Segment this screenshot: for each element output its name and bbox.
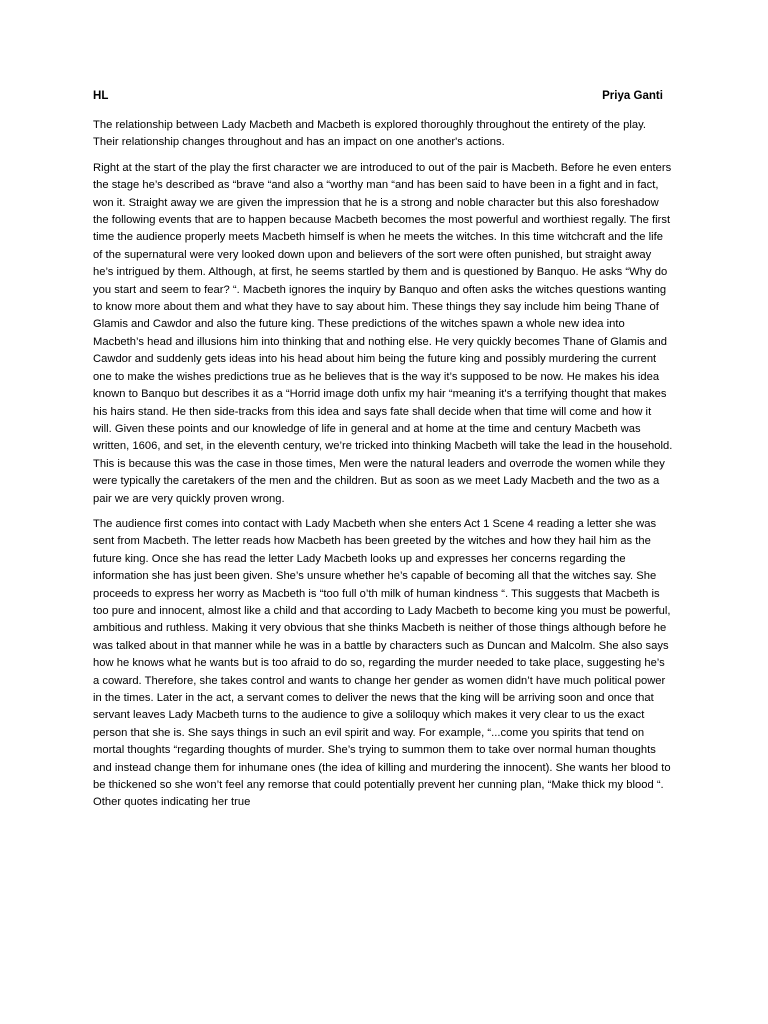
header-class-label: HL	[93, 90, 109, 102]
paragraph-lady-macbeth: The audience first comes into contact with Lady Macbeth when she enters Act 1 Scene 4 reading a letter she was sent from Macbeth. The letter reads how Macbeth has been greeted by the witches and how they hail him as the future king. Once she has read the letter Lady Macbeth looks up and expresses her concerns regarding the information she has just been given. She’s unsure whether he’s capable of becoming all that the witches say. She proceeds to express her worry as Macbeth is “too full o’th milk of human kindness “. This suggests that Macbeth is too pure and innocent, almost like a child and that according to Lady Macbeth to become king you must be powerful, ambitious and ruthless. Making it very obvious that she thinks Macbeth is neither of those things although before he was talked about in that manner while he was in a battle by characters such as Duncan and Malcolm. She also says how he knows what he wants but is too afraid to do so, regarding the murder needed to take place, suggesting he’s a coward. Therefore, she takes control and wants to change her gender as women didn’t have much political power in the times. Later in the act, a servant comes to deliver the news that the king will be arriving soon and once that servant leaves Lady Macbeth turns to the audience to give a soliloquy which makes it very clear to us the exact person that she is. She says things in such an evil spirit and way. For example, “...come you spirits that tend on mortal thoughts “regarding thoughts of murder. She’s trying to summon them to take over normal human thoughts and instead change them for inhumane ones (the idea of killing and murdering the innocent). She wants her blood to be thickened so she won’t feel any remorse that could potentially prevent her cunning plan, “Make thick my blood “. Other quotes indicating her true	[93, 517, 671, 809]
paragraph-intro: The relationship between Lady Macbeth and Macbeth is explored thoroughly throughout the entirety of the play. Their relationship changes throughout and has an impact on one another's actions.	[93, 119, 646, 149]
paragraph-macbeth: Right at the start of the play the first character we are introduced to out of the pair is Macbeth. Before he even enters the stage he’s described as “brave “and also a “worthy man “and has been said to have been in a fight and in fact, won it. Straight away we are given the impression that he is a strong and noble character but this also foreshadow the following events that are to happen because Macbeth becomes the most powerful and worthiest regally. The first time the audience properly meets Macbeth himself is when he meets the witches. In this time witchcraft and the life of the supernatural were very looked down upon and believers of the sort were often punished, but straight away he’s intrigued by them. Although, at first, he seems startled by them and is questioned by Banquo. He asks “Why do you start and seem to fear? “. Macbeth ignores the inquiry by Banquo and often asks the witches questions wanting to know more about them and what they have to say about him. These things they say include him being Thane of Glamis and Cawdor and also the future king. These predictions of the witches spawn a whole new idea into Macbeth’s head and illusions him into thinking that and nothing else. He very quickly becomes Thane of Glamis and Cawdor and suddenly gets ideas into his head about him being the future king and possibly murdering the current one to make the wishes predictions true as he believes that is the way it’s supposed to be now. He makes his idea known to Banquo but describes it as a “Horrid image doth unfix my hair “meaning it's a terrifying thought that makes his hairs stand. He then side-tracks from this idea and says fate shall decide when that time will come and how it will. Given these points and our knowledge of life in general and at home at the time and century Macbeth was written, 1606, and set, in the eleventh century, we’re tricked into thinking Macbeth will take the lead in the household. This is because this was the case in those times, Men were the natural leaders and overrode the women while they were typically the caretakers of the men and the children. But as soon as we meet Lady Macbeth and the two as a pair we are very quickly proven wrong.	[93, 161, 673, 505]
document-header	[93, 88, 673, 105]
header-author-name: Priya Ganti	[602, 90, 663, 102]
document-page	[93, 88, 673, 820]
